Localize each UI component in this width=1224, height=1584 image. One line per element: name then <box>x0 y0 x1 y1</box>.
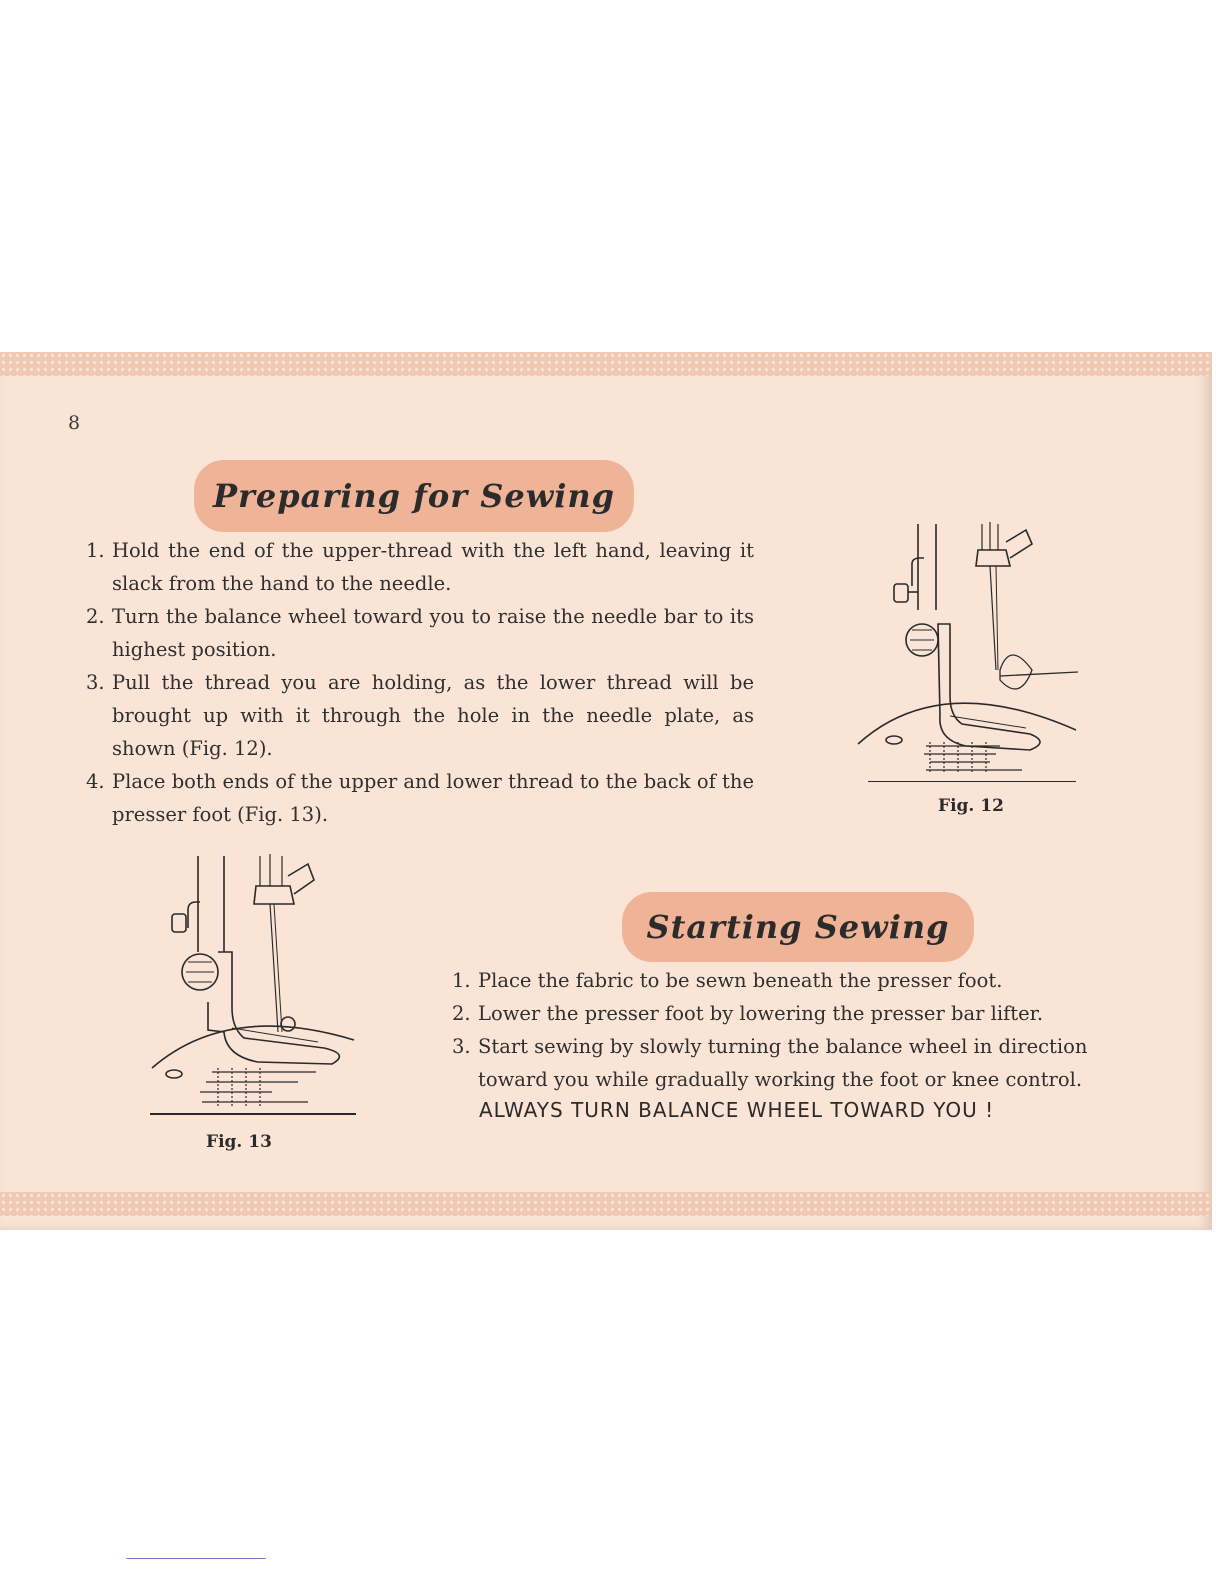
decorative-bottom-border <box>0 1192 1212 1216</box>
step-number: 3. <box>86 671 105 694</box>
fig-13-caption: Fig. 13 <box>206 1132 272 1152</box>
balance-wheel-warning: ALWAYS TURN BALANCE WHEEL TOWARD YOU ! <box>479 1098 995 1122</box>
step-text: Place the fabric to be sewn beneath the presser foot. <box>478 969 1003 992</box>
list-item <box>86 765 754 831</box>
starting-steps <box>452 964 1132 1096</box>
list-item <box>452 1030 1132 1096</box>
step-text: Hold the end of the upper-thread with the left hand, leaving it slack from the hand to the needle. <box>112 539 754 595</box>
fig-12-illustration <box>850 520 1090 782</box>
step-text: Lower the presser foot by lowering the presser bar lifter. <box>478 1002 1044 1025</box>
list-item <box>86 666 754 765</box>
step-number: 1. <box>452 969 471 992</box>
step-number: 1. <box>86 539 105 562</box>
step-text: Place both ends of the upper and lower thread to the back of the presser foot (Fig. 13). <box>112 770 754 826</box>
footer-divider <box>126 1558 266 1559</box>
page-number: 8 <box>68 412 81 434</box>
step-text: Turn the balance wheel toward you to raise the needle bar to its highest position. <box>112 605 754 661</box>
step-text: Pull the thread you are holding, as the lower thread will be brought up with it through the hole in the needle plate, as shown (Fig. 12). <box>112 671 754 760</box>
list-item <box>86 600 754 666</box>
fig-13-illustration <box>148 852 358 1116</box>
starting-heading: Starting Sewing <box>622 892 974 962</box>
decorative-top-border <box>0 352 1212 376</box>
manual-page <box>0 352 1212 1230</box>
step-number: 3. <box>452 1035 471 1058</box>
list-item <box>452 997 1132 1030</box>
preparing-heading: Preparing for Sewing <box>194 460 634 532</box>
step-number: 2. <box>86 605 105 628</box>
list-item <box>86 534 754 600</box>
preparing-steps <box>86 534 754 831</box>
fig-12-caption: Fig. 12 <box>938 796 1004 816</box>
step-text: Start sewing by slowly turning the balance wheel in direction toward you while gradually working the foot or knee control. <box>478 1035 1088 1091</box>
step-number: 2. <box>452 1002 471 1025</box>
list-item <box>452 964 1132 997</box>
step-number: 4. <box>86 770 105 793</box>
